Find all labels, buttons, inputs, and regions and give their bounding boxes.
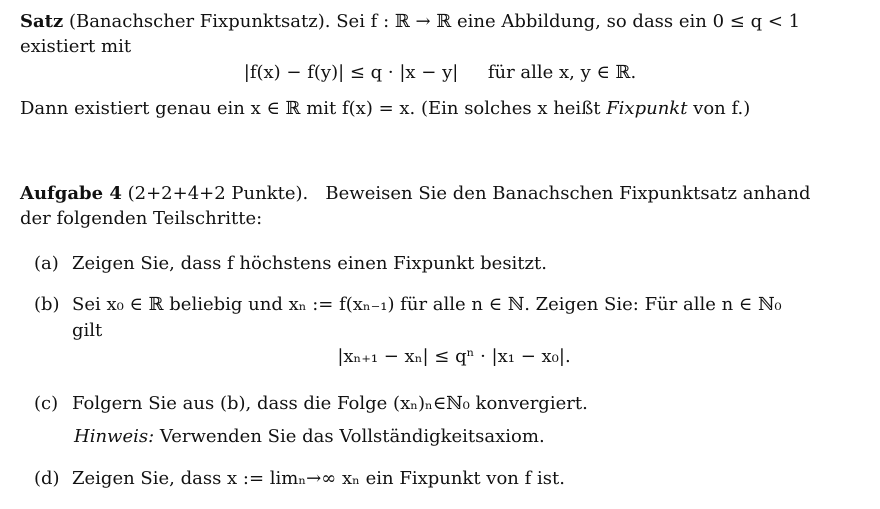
theorem-conclusion-suffix: von f.) xyxy=(693,98,751,119)
exercise-header xyxy=(20,183,811,206)
part-a-label: (a) xyxy=(34,253,59,274)
part-a-text: Zeigen Sie, dass f höchstens einen Fixpunkt besitzt. xyxy=(72,253,547,274)
part-b-text: Sei x₀ ∈ ℝ beliebig und xₙ := f(xₙ₋₁) für alle n ∈ ℕ. Zeigen Sie: Für alle n ∈ ℕ₀ xyxy=(72,294,782,315)
exercise-intro: Beweisen Sie den Banachschen Fixpunktsatz anhand xyxy=(325,183,811,204)
part-d-text: Zeigen Sie, dass x := limₙ→∞ xₙ ein Fixpunkt von f ist. xyxy=(72,468,565,489)
part-b-label: (b) xyxy=(34,294,60,315)
theorem-line-2: existiert mit xyxy=(20,36,132,57)
fixpunkt-term: Fixpunkt xyxy=(606,98,688,119)
theorem-conclusion-prefix: Dann existiert genau ein x ∈ ℝ mit f(x) = x. (Ein solches x heißt xyxy=(20,98,601,119)
part-c-hint xyxy=(74,426,545,449)
theorem-formula xyxy=(0,62,880,85)
hint-label: Hinweis: xyxy=(74,426,155,447)
exercise-title: Aufgabe 4 xyxy=(20,183,122,204)
theorem-line-1 xyxy=(20,11,800,34)
part-c-text: Folgern Sie aus (b), dass die Folge (xₙ)ₙ∈ℕ₀ konvergiert. xyxy=(72,393,588,414)
exercise-points: (2+2+4+2 Punkte). xyxy=(127,183,309,204)
hint-text: Verwenden Sie das Vollständigkeitsaxiom. xyxy=(159,426,545,447)
lipschitz-formula: |f(x) − f(y)| ≤ q · |x − y| xyxy=(243,62,459,83)
theorem-label: Satz xyxy=(20,11,64,32)
theorem-conclusion xyxy=(20,98,750,121)
exercise-intro-line-2: der folgenden Teilschritte: xyxy=(20,208,263,229)
theorem-line-1-text: Sei f : ℝ → ℝ eine Abbildung, so dass ein 0 ≤ q < 1 xyxy=(336,11,801,32)
part-b-text-2: gilt xyxy=(72,320,103,341)
part-d-label: (d) xyxy=(34,468,60,489)
lipschitz-formula-suffix: für alle x, y ∈ ℝ. xyxy=(487,62,637,83)
part-c-label: (c) xyxy=(34,393,59,414)
part-b-formula: |xₙ₊₁ − xₙ| ≤ qⁿ · |x₁ − x₀|. xyxy=(337,346,571,367)
theorem-name: (Banachscher Fixpunktsatz). xyxy=(68,11,331,32)
